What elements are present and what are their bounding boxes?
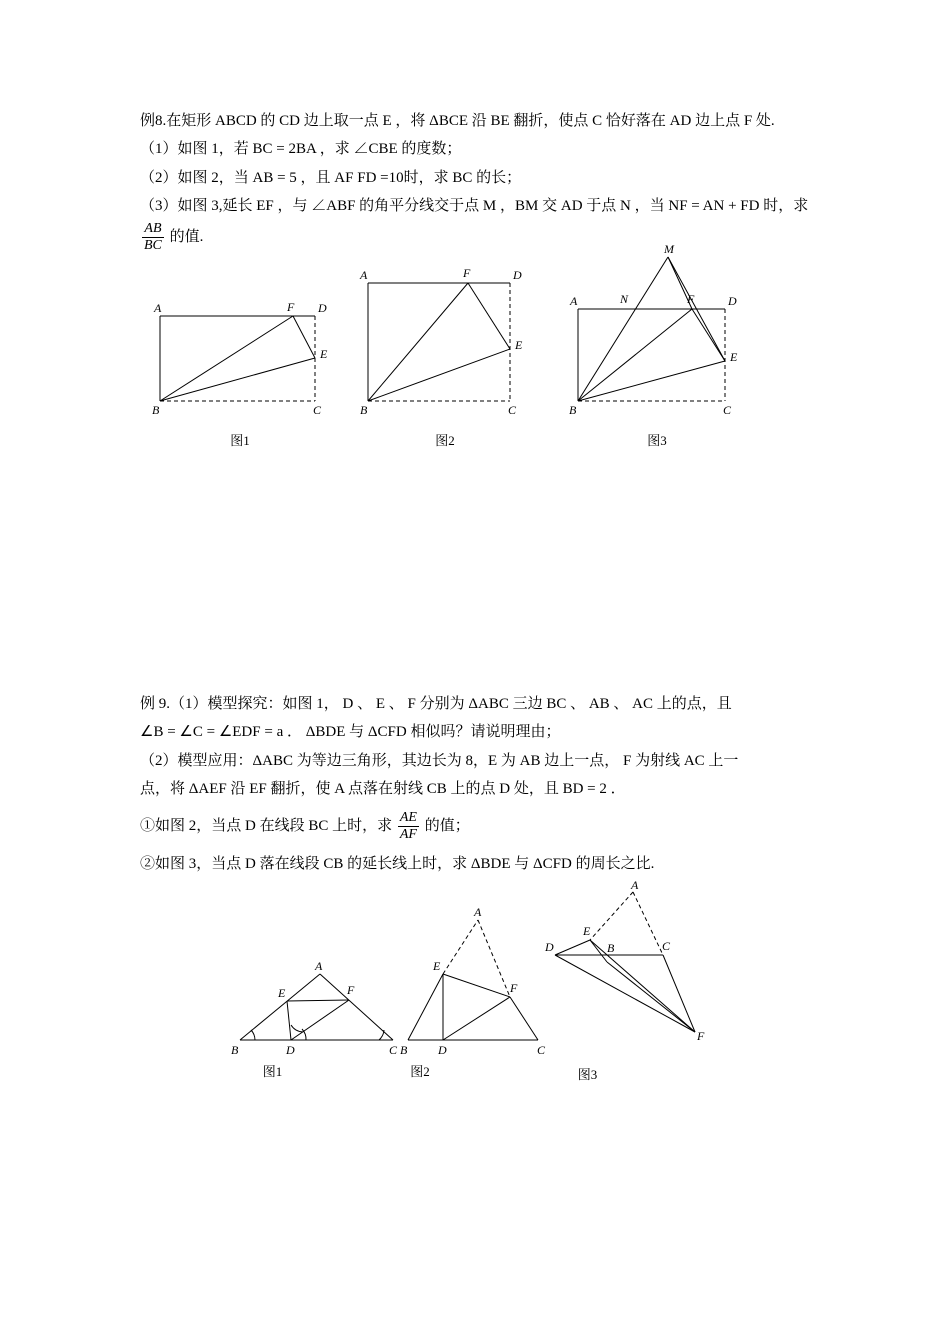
figure-8-1 xyxy=(140,286,340,449)
fraction-numerator: AE xyxy=(399,810,417,826)
fraction-ae-af xyxy=(398,810,419,843)
figure-8-1-label-C: C xyxy=(313,403,322,418)
figure-9-2-label-C: C xyxy=(537,1042,546,1057)
figure-8-3-label-M: M xyxy=(664,242,674,257)
figure-9-2 xyxy=(390,902,560,1080)
figure-9-3-label-A: A xyxy=(631,877,639,892)
figure-8-2-drawing xyxy=(350,261,540,426)
figure-9-3-label-B: B xyxy=(607,940,615,955)
figure-9-2-caption: 图2 xyxy=(410,1063,430,1079)
figure-9-1 xyxy=(225,932,400,1080)
problem-8-line-5-tail: 的值. xyxy=(169,228,204,245)
figure-9-2-drawing xyxy=(390,902,560,1057)
figure-9-3-drawing xyxy=(545,877,730,1060)
problem-9-line-2: ∠B = ∠C = ∠EDF = a ． ΔBDE 与 ΔCFD 相似吗？请说明理由； xyxy=(140,724,561,741)
problem-9-line-1: 例 9.（1）模型探究：如图 1， D 、 E 、 F 分别为 ΔABC 三边 BC 、 AB 、 AC 上的点，且 xyxy=(140,696,732,713)
problem-8-line-3: （2）如图 2，当 AB = 5 ，且 AF FD =10时，求 BC 的长； xyxy=(140,169,522,186)
figure-8-2-label-D: D xyxy=(513,268,522,283)
figure-9-1-label-F: F xyxy=(347,982,355,997)
figure-8-1-label-D: D xyxy=(318,301,327,316)
figure-9-3-label-F: F xyxy=(697,1028,705,1043)
problem-9-figure-row xyxy=(140,877,812,1092)
figure-8-1-caption: 图1 xyxy=(230,433,250,449)
figure-8-3-label-F: F xyxy=(687,292,695,307)
problem-9-line-6: ②如图 3，当点 D 落在线段 CB 的延长线上时，求 ΔBDE 与 ΔCFD 的周长之比. xyxy=(140,856,655,873)
figure-9-2-label-A: A xyxy=(474,904,482,919)
figure-9-2-label-E: E xyxy=(433,958,441,973)
figure-9-1-label-E: E xyxy=(278,985,286,1000)
problem-9-line-4: 点，将 ΔAEF 沿 EF 翻折，使 A 点落在射线 CB 上的点 D 处，且 BD = 2 ． xyxy=(140,780,626,797)
figure-9-3 xyxy=(545,877,730,1083)
figure-8-3-drawing xyxy=(560,241,770,426)
figure-9-3-label-D: D xyxy=(545,939,554,954)
figure-8-1-drawing xyxy=(140,286,340,426)
problem-9-line-5 xyxy=(140,810,812,843)
figure-9-1-label-C: C xyxy=(389,1042,398,1057)
fraction-numerator: AB xyxy=(144,221,162,236)
problem-9-block xyxy=(140,691,812,877)
problem-9-line-3: （2）模型应用：ΔABC 为等边三角形，其边长为 8，E 为 AB 边上一点， F 为射线 AC 上一 xyxy=(140,752,739,769)
figure-8-2-label-F: F xyxy=(463,266,471,281)
problem-8-line-2: （1）如图 1，若 BC = 2BA ，求 ∠CBE 的度数； xyxy=(140,141,462,158)
fraction-denominator: AF xyxy=(399,827,417,843)
figure-8-2-caption: 图2 xyxy=(435,433,455,449)
figure-9-1-label-D: D xyxy=(286,1042,295,1057)
problem-8-line-4: （3）如图 3,延长 EF ，与 ∠ABF 的角平分线交于点 M ，BM 交 AD 于点 N ，当 NF = AN + FD 时，求 xyxy=(140,197,809,214)
figure-9-2-label-D: D xyxy=(438,1042,447,1057)
fraction-denominator: BC xyxy=(144,238,162,254)
figure-8-3-label-D: D xyxy=(728,294,737,309)
problem-8-figure-row xyxy=(140,242,812,476)
figure-8-3-label-N: N xyxy=(620,292,629,307)
figure-9-3-label-E: E xyxy=(583,923,591,938)
figure-8-3 xyxy=(560,241,770,449)
figure-8-2-label-A: A xyxy=(360,268,368,283)
fraction-ab-bc xyxy=(142,221,164,254)
figure-8-2 xyxy=(350,261,540,449)
figure-8-1-label-E: E xyxy=(320,347,328,362)
figure-9-1-label-B: B xyxy=(231,1042,239,1057)
problem-8-line-1: 例8.在矩形 ABCD 的 CD 边上取一点 E ，将 ΔBCE 沿 BE 翻折，使点 C 恰好落在 AD 边上点 F 处. xyxy=(140,113,775,129)
figure-8-1-label-A: A xyxy=(154,301,162,316)
figure-8-2-label-B: B xyxy=(360,403,368,418)
figure-9-1-label-A: A xyxy=(315,958,323,973)
figure-8-3-label-C: C xyxy=(723,403,732,418)
figure-9-3-caption: 图3 xyxy=(577,1066,598,1082)
figure-8-3-label-E: E xyxy=(730,350,738,365)
figure-8-1-label-F: F xyxy=(287,300,295,315)
figure-9-1-caption: 图1 xyxy=(262,1063,283,1079)
figure-9-1-drawing xyxy=(225,932,400,1057)
figure-9-2-label-B: B xyxy=(400,1042,408,1057)
figure-8-2-label-C: C xyxy=(508,403,517,418)
figure-9-3-label-C: C xyxy=(662,938,671,953)
figure-9-2-label-F: F xyxy=(510,980,518,995)
figure-8-3-label-B: B xyxy=(569,403,577,418)
figure-8-2-label-E: E xyxy=(515,338,523,353)
figure-8-1-label-B: B xyxy=(152,403,160,418)
problem-9-line-5-head: ①如图 2，当点 D 在线段 BC 上时，求 xyxy=(140,818,393,835)
problem-9-line-5-tail: 的值； xyxy=(424,818,470,835)
figure-8-3-caption: 图3 xyxy=(647,433,667,449)
problem-8-block xyxy=(140,108,812,257)
figure-8-3-label-A: A xyxy=(570,294,578,309)
document-content xyxy=(140,108,812,1092)
